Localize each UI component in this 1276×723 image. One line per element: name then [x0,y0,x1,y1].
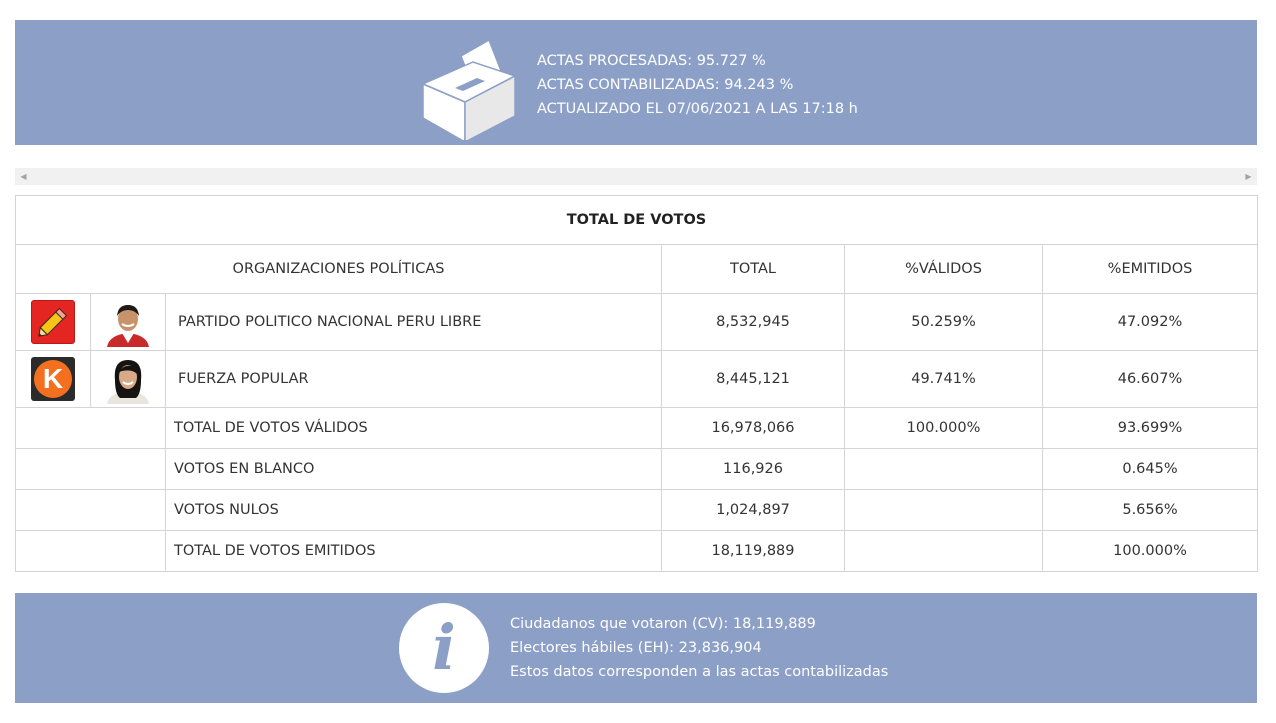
results-progress-banner [15,20,1257,145]
empty-cell [16,449,166,490]
table-title: TOTAL DE VOTOS [16,196,1258,245]
summary-valid-pct [845,449,1043,490]
empty-cell [16,490,166,531]
party-emitted-pct: 46.607% [1043,351,1258,408]
voter-info-banner [15,593,1257,703]
citizens-voted: Ciudadanos que votaron (CV): 18,119,889 [510,616,816,632]
summary-valid-pct [845,531,1043,572]
summary-total: 116,926 [662,449,845,490]
party-valid-pct: 49.741% [845,351,1043,408]
summary-label: VOTOS EN BLANCO [166,449,662,490]
table-row [16,351,1258,408]
table-row [16,449,1258,490]
scroll-left-icon[interactable]: ◀ [20,172,27,181]
column-header-emitidos: %EMITIDOS [1043,245,1258,294]
party-total-votes: 8,445,121 [662,351,845,408]
summary-label: VOTOS NULOS [166,490,662,531]
actas-procesadas: ACTAS PROCESADAS: 95.727 % [537,53,766,69]
party-emitted-pct: 47.092% [1043,294,1258,351]
horizontal-scrollbar[interactable] [15,168,1257,185]
summary-emitted-pct: 93.699% [1043,408,1258,449]
empty-cell [16,408,166,449]
table-row [16,531,1258,572]
summary-valid-pct [845,490,1043,531]
last-updated: ACTUALIZADO EL 07/06/2021 A LAS 17:18 h [537,101,858,117]
empty-cell [16,531,166,572]
table-row [16,408,1258,449]
party-logo-cell [16,294,91,351]
k-logo-icon [31,357,75,401]
party-name: PARTIDO POLITICO NACIONAL PERU LIBRE [166,294,662,351]
info-icon [399,603,489,693]
k-logo-letter: K [34,360,72,398]
summary-total: 16,978,066 [662,408,845,449]
ballot-box-icon [419,28,537,140]
table-row [16,490,1258,531]
results-table [15,195,1258,572]
summary-label: TOTAL DE VOTOS VÁLIDOS [166,408,662,449]
column-header-total: TOTAL [662,245,845,294]
summary-emitted-pct: 0.645% [1043,449,1258,490]
summary-total: 18,119,889 [662,531,845,572]
candidate-photo-cell [91,294,166,351]
candidate-photo [103,297,153,347]
data-note: Estos datos corresponden a las actas contabilizadas [510,664,889,680]
column-header-organizaciones: ORGANIZACIONES POLÍTICAS [16,245,662,294]
summary-valid-pct: 100.000% [845,408,1043,449]
summary-label: TOTAL DE VOTOS EMITIDOS [166,531,662,572]
party-logo-cell [16,351,91,408]
party-total-votes: 8,532,945 [662,294,845,351]
party-valid-pct: 50.259% [845,294,1043,351]
party-name: FUERZA POPULAR [166,351,662,408]
candidate-photo [103,354,153,404]
actas-contabilizadas: ACTAS CONTABILIZADAS: 94.243 % [537,77,794,93]
eligible-voters: Electores hábiles (EH): 23,836,904 [510,640,762,656]
info-icon-glyph: i [432,611,456,684]
progress-summary [537,49,858,121]
table-row [16,294,1258,351]
pencil-logo-icon [31,300,75,344]
summary-emitted-pct: 100.000% [1043,531,1258,572]
column-header-validos: %VÁLIDOS [845,245,1043,294]
summary-emitted-pct: 5.656% [1043,490,1258,531]
voter-info-text [510,612,888,684]
scroll-right-icon[interactable]: ▶ [1245,172,1252,181]
candidate-photo-cell [91,351,166,408]
summary-total: 1,024,897 [662,490,845,531]
